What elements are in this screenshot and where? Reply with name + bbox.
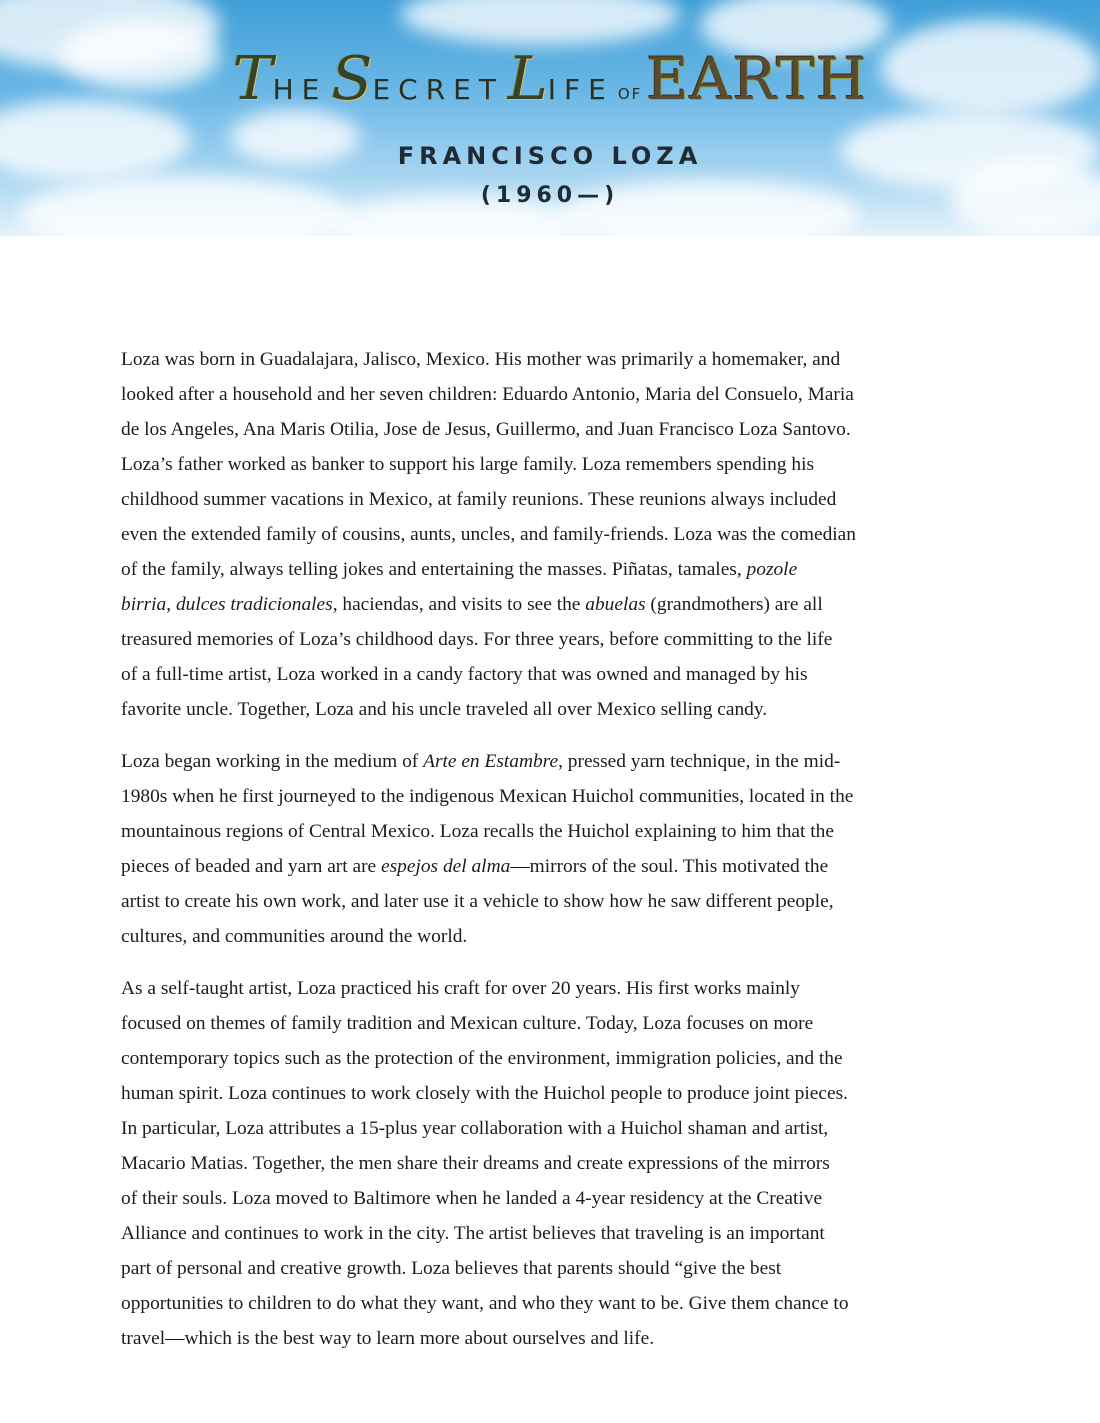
text-line: childhood summer vacations in Mexico, at family reunions. These reunions always included bbox=[121, 489, 837, 510]
text-line bbox=[121, 552, 981, 587]
logo-word-ife: IFE bbox=[547, 73, 614, 106]
text-run: , bbox=[166, 594, 176, 615]
italic-term: Arte en Estambre bbox=[423, 751, 559, 772]
text-run: —mirrors of the soul. This motivated the bbox=[510, 856, 829, 877]
italic-term: birria bbox=[121, 594, 167, 615]
text-line: As a self-taught artist, Loza practiced his craft for over 20 years. His first works mainly bbox=[121, 978, 800, 999]
text-line: opportunities to children to do what they want, and who they want to be. Give them chance to bbox=[121, 1293, 849, 1314]
page-subtitle-years: (1960—) bbox=[480, 183, 620, 208]
italic-term: abuelas bbox=[585, 594, 646, 615]
text-line: looked after a household and her seven children: Eduardo Antonio, Maria del Consuelo, Maria bbox=[121, 384, 854, 405]
text-line: human spirit. Loza continues to work closely with the Huichol people to produce joint pieces. bbox=[121, 1083, 848, 1104]
show-logo bbox=[0, 44, 1100, 114]
text-line: Loza was born in Guadalajara, Jalisco, Mexico. His mother was primarily a homemaker, and bbox=[121, 349, 841, 370]
text-run: pieces of beaded and yarn art are bbox=[121, 856, 382, 877]
logo-word-earth: EARTH bbox=[646, 45, 868, 113]
text-line: 1980s when he first journeyed to the indigenous Mexican Huichol communities, located in the bbox=[121, 786, 854, 807]
paragraph-childhood bbox=[121, 342, 981, 727]
text-line: mountainous regions of Central Mexico. Loza recalls the Huichol explaining to him that the bbox=[121, 821, 834, 842]
text-line: de los Angeles, Ana Maris Otilia, Jose de Jesus, Guillermo, and Juan Francisco Loza Santovo. bbox=[121, 419, 851, 440]
text-line: of a full-time artist, Loza worked in a candy factory that was owned and managed by his bbox=[121, 664, 808, 685]
text-line: cultures, and communities around the world. bbox=[121, 926, 468, 947]
logo-initial-s: S bbox=[331, 44, 373, 114]
text-line: of their souls. Loza moved to Baltimore when he landed a 4-year residency at the Creative bbox=[121, 1188, 823, 1209]
logo-word-he: HE bbox=[272, 73, 328, 106]
text-run: (grandmothers) are all bbox=[645, 594, 823, 615]
text-line: focused on themes of family tradition and Mexican culture. Today, Loza focuses on more bbox=[121, 1013, 814, 1034]
text-line: part of personal and creative growth. Loza believes that parents should “give the best bbox=[121, 1258, 782, 1279]
logo-initial-l: L bbox=[507, 44, 548, 114]
text-run: , pressed yarn technique, in the mid- bbox=[558, 751, 841, 772]
sky-header-banner bbox=[0, 0, 1100, 236]
paragraph-arte-en-estambre bbox=[121, 744, 981, 954]
text-line bbox=[121, 849, 981, 884]
text-line: travel—which is the best way to learn more about ourselves and life. bbox=[121, 1328, 655, 1349]
text-line: Loza’s father worked as banker to support his large family. Loza remembers spending his bbox=[121, 454, 815, 475]
text-run: Loza began working in the medium of bbox=[121, 751, 424, 772]
cloud-shape bbox=[400, 0, 680, 45]
page-title: FRANCISCO LOZA bbox=[397, 142, 703, 170]
text-line: In particular, Loza attributes a 15-plus year collaboration with a Huichol shaman and artist, bbox=[121, 1118, 829, 1139]
biography-article bbox=[121, 342, 981, 1373]
text-line: treasured memories of Loza’s childhood days. For three years, before committing to the life bbox=[121, 629, 833, 650]
logo-initial-t: T bbox=[232, 44, 273, 114]
text-run: of the family, always telling jokes and entertaining the masses. Piñatas, tamales, bbox=[121, 559, 747, 580]
italic-term: pozole bbox=[746, 559, 798, 580]
text-line: contemporary topics such as the protection of the environment, immigration policies, and the bbox=[121, 1048, 843, 1069]
text-line: Macario Matias. Together, the men share their dreams and create expressions of the mirrors bbox=[121, 1153, 830, 1174]
text-line: even the extended family of cousins, aunts, uncles, and family-friends. Loza was the comedian bbox=[121, 524, 856, 545]
text-line: artist to create his own work, and later use it a vehicle to show how he saw different people, bbox=[121, 891, 834, 912]
text-run: , haciendas, and visits to see the bbox=[332, 594, 586, 615]
text-line: Alliance and continues to work in the city. The artist believes that traveling is an important bbox=[121, 1223, 825, 1244]
text-line: favorite uncle. Together, Loza and his uncle traveled all over Mexico selling candy. bbox=[121, 699, 768, 720]
italic-term: dulces tradicionales bbox=[175, 594, 333, 615]
paragraph-self-taught bbox=[121, 971, 981, 1356]
italic-term: espejos del alma bbox=[381, 856, 511, 877]
logo-word-of: OF bbox=[617, 85, 643, 103]
logo-word-ecret: ECRET bbox=[372, 73, 504, 106]
text-line bbox=[121, 587, 981, 622]
text-line bbox=[121, 744, 981, 779]
